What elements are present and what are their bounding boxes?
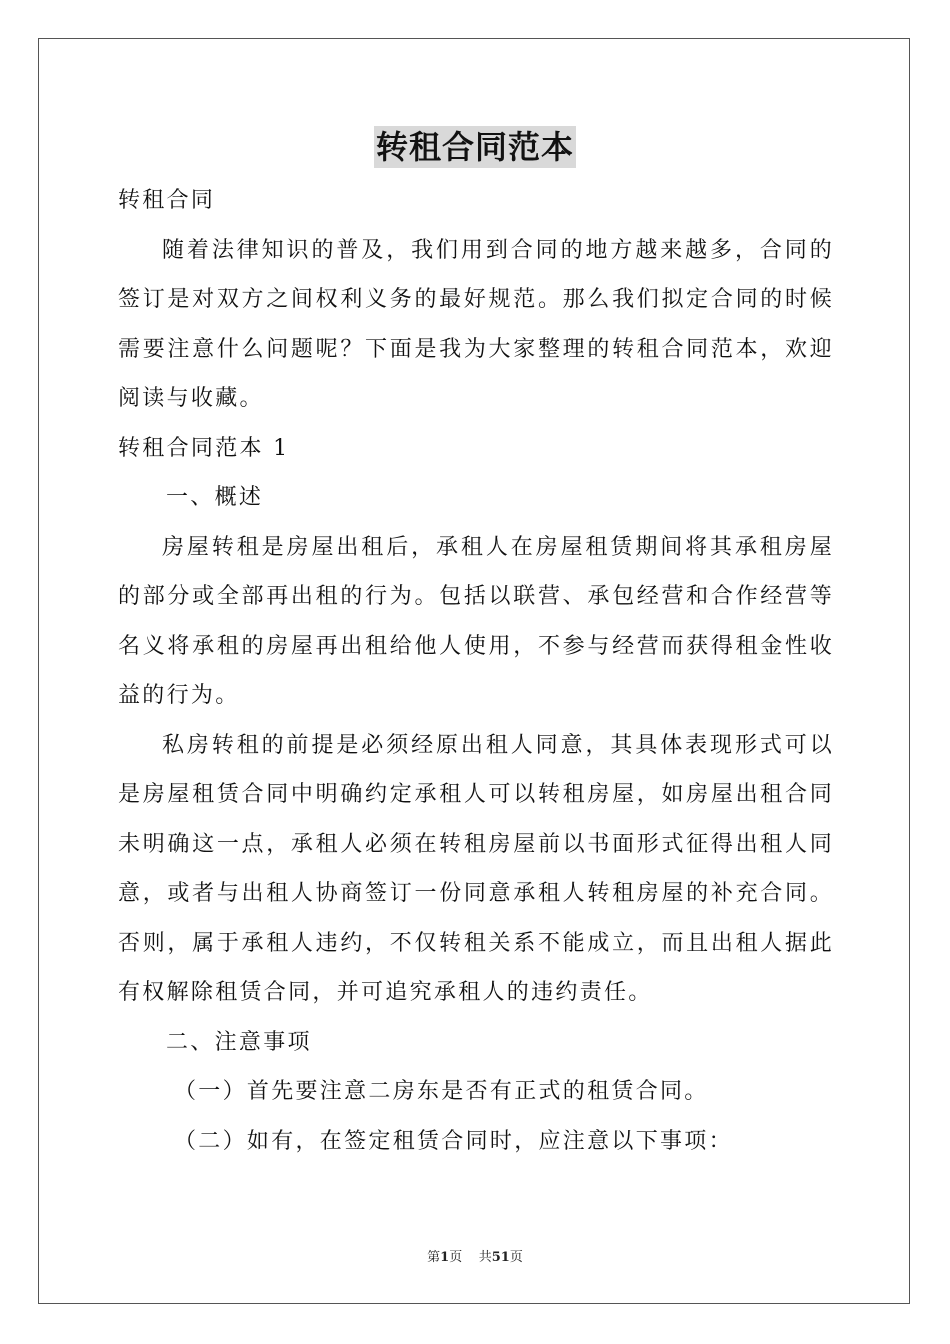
- footer-total-pages: 51: [491, 1250, 510, 1265]
- section-title: 转租合同范本 1: [118, 435, 290, 461]
- document-title: 转租合同范本: [375, 128, 574, 166]
- paragraph-overview: 房屋转租是房屋出租后，承租人在房屋租赁期间将其承租房屋的部分或全部再出租的行为。包括以联营、承包经营和合作经营等名义将承租的房屋再出租给他人使用，不参与经营而获得租金性收益的行为。: [118, 534, 834, 708]
- paragraph-premise: 私房转租的前提是必须经原出租人同意，其具体表现形式可以是房屋租赁合同中明确约定承租人可以转租房屋，如房屋出租合同未明确这一点，承租人必须在转租房屋前以书面形式征得出租人同意，或者与出租人协商签订一份同意承租人转租房屋的补充合同。否则，属于承租人违约，不仅转租关系不能成立，而且出租人据此有权解除租赁合同，并可追究承租人的违约责任。: [118, 732, 834, 1005]
- document-body: [118, 176, 834, 1166]
- title-container: [0, 126, 950, 168]
- heading-notes: 二、注意事项: [166, 1029, 312, 1055]
- footer-total-prefix: 共: [478, 1250, 492, 1265]
- heading-overview: 一、概述: [166, 485, 264, 510]
- intro-paragraph: 随着法律知识的普及，我们用到合同的地方越来越多，合同的签订是对双方之间权利义务的最好规范。那么我们拟定合同的时候需要注意什么问题呢？下面是我为大家整理的转租合同范本，欢迎阅读与收藏。: [118, 237, 834, 411]
- footer-page-number: 1: [440, 1250, 450, 1265]
- footer-page-suffix: 页: [449, 1250, 463, 1265]
- document-subtitle: 转租合同: [118, 188, 216, 213]
- footer-total-suffix: 页: [509, 1250, 523, 1265]
- note-item-2: （二）如有，在签定租赁合同时，应注意以下事项：: [174, 1128, 733, 1154]
- page-footer: [0, 1246, 950, 1265]
- note-item-1: （一）首先要注意二房东是否有正式的租赁合同。: [174, 1079, 709, 1104]
- footer-page-prefix: 第: [427, 1250, 441, 1265]
